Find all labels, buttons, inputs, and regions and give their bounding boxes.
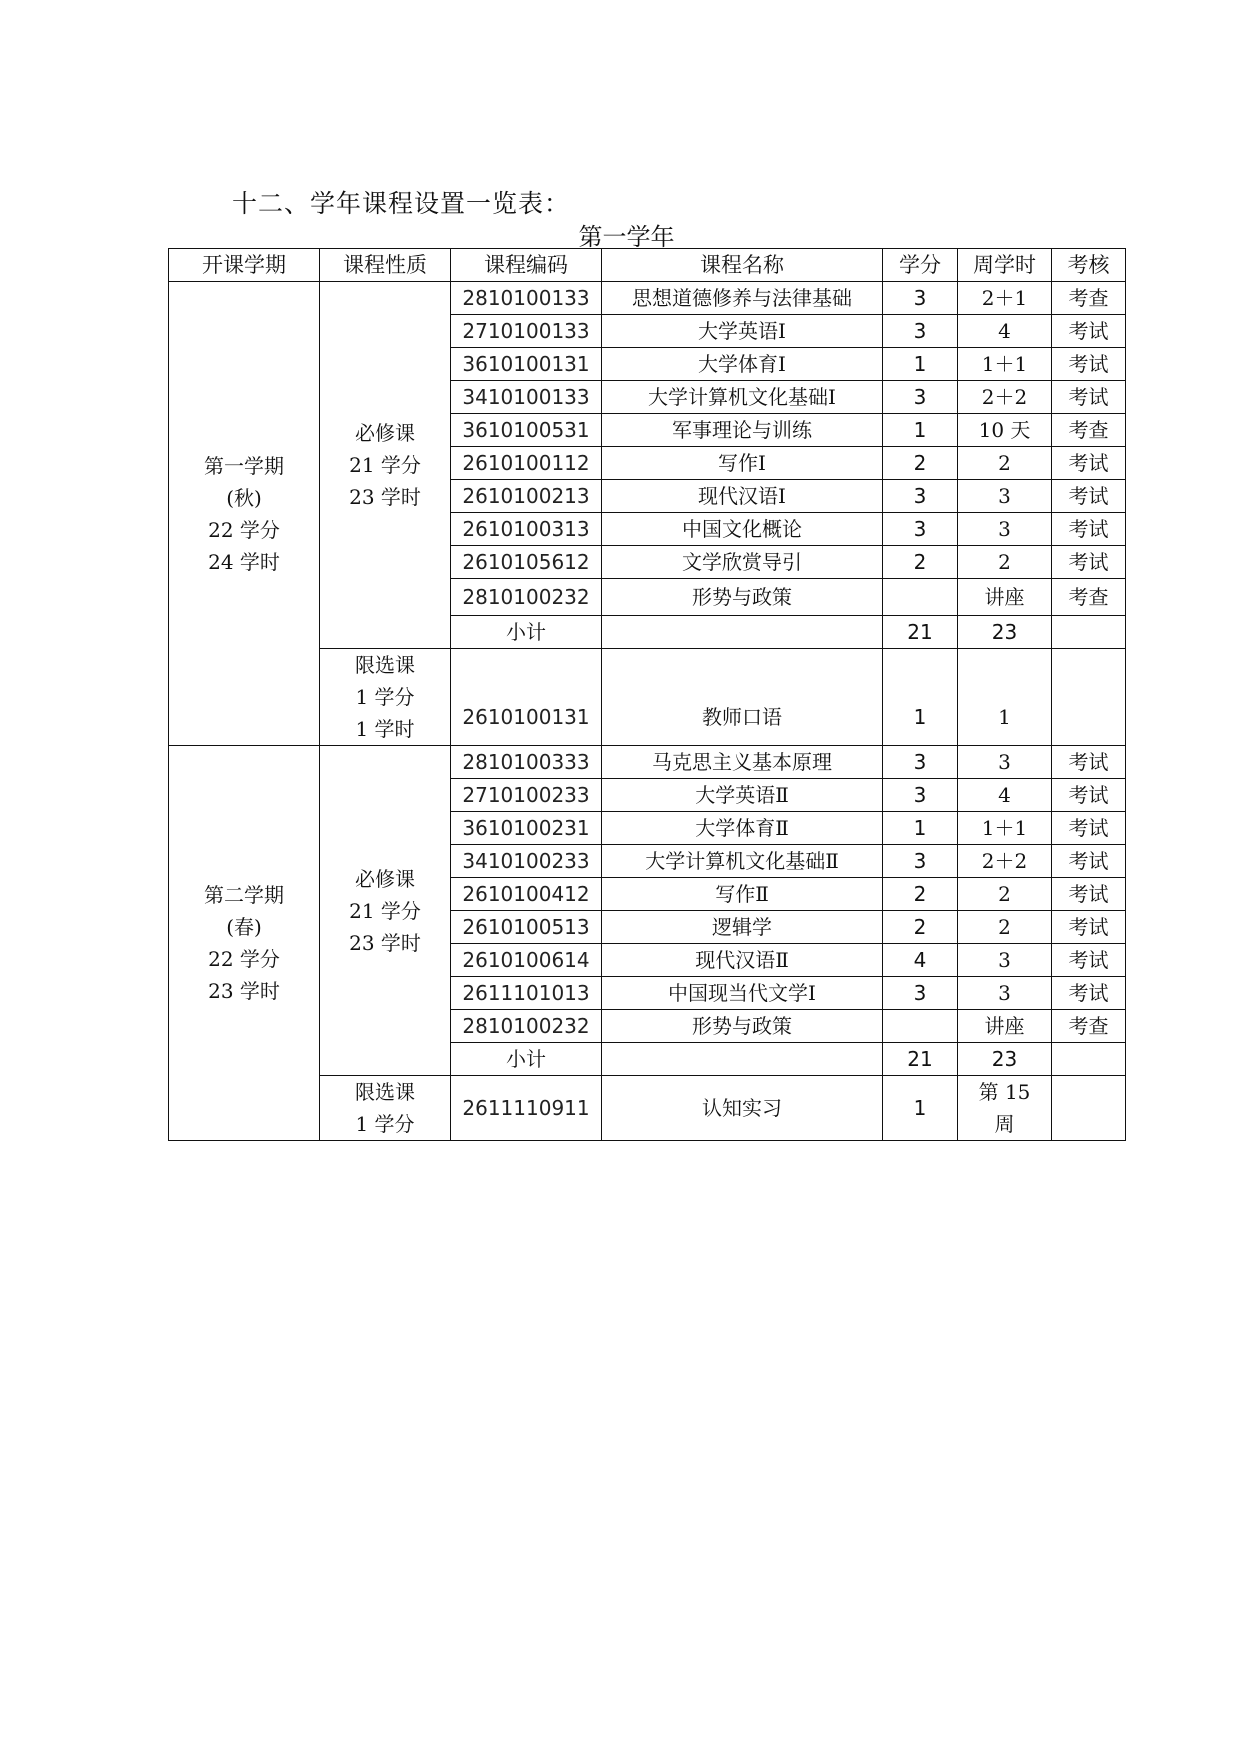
course-credit: 1 [883, 348, 958, 381]
course-hours: 第 15 周 [958, 1076, 1052, 1141]
table-row [169, 746, 1126, 779]
course-assessment: 考试 [1052, 381, 1126, 414]
elective-course-cell [320, 1076, 451, 1141]
course-name: 写作Ⅱ [602, 878, 883, 911]
course-code: 2610100131 [451, 649, 602, 746]
course-assessment: 考查 [1052, 414, 1126, 447]
course-credit: 2 [883, 878, 958, 911]
semester-cell [169, 282, 320, 746]
course-hours: 3 [958, 513, 1052, 546]
label-line: 限选课 [355, 1080, 415, 1104]
course-name: 形势与政策 [602, 579, 883, 616]
course-credit: 3 [883, 845, 958, 878]
label-line: 限选课 [355, 653, 415, 677]
course-credit: 2 [883, 447, 958, 480]
course-credit [883, 1010, 958, 1043]
course-code: 3410100233 [451, 845, 602, 878]
course-hours: 3 [958, 480, 1052, 513]
course-assessment [1052, 649, 1126, 746]
subtotal-credit: 21 [883, 1043, 958, 1076]
label-line: 22 学分 [208, 947, 280, 971]
course-hours: 2＋2 [958, 381, 1052, 414]
course-hours: 2＋2 [958, 845, 1052, 878]
course-table [168, 248, 1126, 1141]
label-line: 必修课 [355, 421, 415, 445]
course-hours: 4 [958, 315, 1052, 348]
header-weekly-hours: 周学时 [958, 249, 1052, 282]
subtotal-hours: 23 [958, 616, 1052, 649]
course-name: 教师口语 [602, 649, 883, 746]
course-hours: 1 [958, 649, 1052, 746]
course-code: 2610100213 [451, 480, 602, 513]
course-credit: 3 [883, 480, 958, 513]
label-line: (秋) [226, 485, 262, 510]
course-hours: 2 [958, 911, 1052, 944]
course-credit: 1 [883, 649, 958, 746]
course-code: 2610100513 [451, 911, 602, 944]
course-code: 3610100131 [451, 348, 602, 381]
course-assessment: 考试 [1052, 812, 1126, 845]
course-assessment: 考试 [1052, 746, 1126, 779]
semester-cell [169, 746, 320, 1141]
subtotal-label: 小计 [451, 616, 602, 649]
course-assessment [1052, 1076, 1126, 1141]
course-hours: 1＋1 [958, 812, 1052, 845]
course-credit: 3 [883, 746, 958, 779]
label-line: 22 学分 [208, 517, 280, 542]
subtotal-assessment [1052, 1043, 1126, 1076]
course-name: 大学计算机文化基础Ⅰ [602, 381, 883, 414]
course-credit: 2 [883, 546, 958, 579]
course-code: 3610100531 [451, 414, 602, 447]
course-hours: 10 天 [958, 414, 1052, 447]
course-hours: 讲座 [958, 579, 1052, 616]
label-line: 第一学期 [204, 453, 284, 478]
label-line: 23 学时 [349, 485, 421, 509]
header-course-type: 课程性质 [320, 249, 451, 282]
course-name: 写作Ⅰ [602, 447, 883, 480]
label-line: 21 学分 [349, 453, 421, 477]
course-hours: 3 [958, 944, 1052, 977]
course-hours: 3 [958, 746, 1052, 779]
course-assessment: 考查 [1052, 1010, 1126, 1043]
course-code: 2810100333 [451, 746, 602, 779]
label-line: 23 学时 [349, 930, 421, 955]
course-hours: 讲座 [958, 1010, 1052, 1043]
course-assessment: 考试 [1052, 546, 1126, 579]
course-name: 思想道德修养与法律基础 [602, 282, 883, 315]
subtotal-credit: 21 [883, 616, 958, 649]
course-code: 2810100133 [451, 282, 602, 315]
course-assessment: 考试 [1052, 977, 1126, 1010]
subtotal-assessment [1052, 616, 1126, 649]
table-body [169, 282, 1126, 1141]
course-code: 2710100133 [451, 315, 602, 348]
course-code: 2610100412 [451, 878, 602, 911]
course-credit: 3 [883, 381, 958, 414]
course-assessment: 考试 [1052, 878, 1126, 911]
label-line: 23 学时 [208, 979, 280, 1003]
label-line: 必修课 [355, 866, 415, 891]
course-assessment: 考试 [1052, 480, 1126, 513]
course-assessment: 考试 [1052, 513, 1126, 546]
subtotal-empty [602, 616, 883, 649]
label-line: 第二学期 [204, 883, 284, 907]
course-hours: 3 [958, 977, 1052, 1010]
course-code: 2611110911 [451, 1076, 602, 1141]
course-assessment: 考试 [1052, 779, 1126, 812]
course-credit: 3 [883, 779, 958, 812]
section-heading: 十二、学年课程设置一览表： [232, 189, 571, 218]
course-assessment: 考试 [1052, 944, 1126, 977]
course-name: 中国文化概论 [602, 513, 883, 546]
course-credit [883, 579, 958, 616]
course-assessment: 考查 [1052, 282, 1126, 315]
course-code: 2610100614 [451, 944, 602, 977]
course-name: 大学英语Ⅰ [602, 315, 883, 348]
required-course-cell [320, 282, 451, 649]
course-code: 2610100313 [451, 513, 602, 546]
course-credit: 3 [883, 977, 958, 1010]
course-assessment: 考试 [1052, 348, 1126, 381]
course-name: 逻辑学 [602, 911, 883, 944]
course-name: 现代汉语Ⅱ [602, 944, 883, 977]
course-hours: 2 [958, 546, 1052, 579]
course-hours: 2＋1 [958, 282, 1052, 315]
course-name: 军事理论与训练 [602, 414, 883, 447]
course-credit: 3 [883, 315, 958, 348]
header-credit: 学分 [883, 249, 958, 282]
course-credit: 3 [883, 282, 958, 315]
course-name: 文学欣赏导引 [602, 546, 883, 579]
course-assessment: 考试 [1052, 911, 1126, 944]
course-code: 3410100133 [451, 381, 602, 414]
course-credit: 2 [883, 911, 958, 944]
course-credit: 3 [883, 513, 958, 546]
subtotal-empty [602, 1043, 883, 1076]
course-code: 2810100232 [451, 1010, 602, 1043]
course-name: 大学体育Ⅱ [602, 812, 883, 845]
course-code: 2610100112 [451, 447, 602, 480]
course-code: 2710100233 [451, 779, 602, 812]
header-row [169, 249, 1126, 282]
course-assessment: 考试 [1052, 845, 1126, 878]
elective-course-cell [320, 649, 451, 746]
header-course-name: 课程名称 [602, 249, 883, 282]
subtotal-hours: 23 [958, 1043, 1052, 1076]
label-line: 1 学分 [355, 1112, 415, 1136]
course-credit: 4 [883, 944, 958, 977]
header-assessment: 考核 [1052, 249, 1126, 282]
course-assessment: 考试 [1052, 315, 1126, 348]
header-semester: 开课学期 [169, 249, 320, 282]
course-hours: 2 [958, 878, 1052, 911]
course-hours: 4 [958, 779, 1052, 812]
course-code: 2810100232 [451, 579, 602, 616]
course-name: 大学英语Ⅱ [602, 779, 883, 812]
table-title: 第一学年 [578, 223, 675, 251]
course-assessment: 考查 [1052, 579, 1126, 616]
course-code: 3610100231 [451, 812, 602, 845]
table-row [169, 282, 1126, 315]
course-code: 2610105612 [451, 546, 602, 579]
subtotal-label: 小计 [451, 1043, 602, 1076]
course-name: 形势与政策 [602, 1010, 883, 1043]
course-hours: 2 [958, 447, 1052, 480]
course-credit: 1 [883, 812, 958, 845]
course-name: 现代汉语Ⅰ [602, 480, 883, 513]
course-hours: 1＋1 [958, 348, 1052, 381]
required-course-cell [320, 746, 451, 1076]
course-assessment: 考试 [1052, 447, 1126, 480]
course-code: 2611101013 [451, 977, 602, 1010]
course-name: 大学计算机文化基础Ⅱ [602, 845, 883, 878]
label-line: 1 学时 [355, 717, 415, 741]
course-name: 中国现当代文学Ⅰ [602, 977, 883, 1010]
label-line: 24 学时 [208, 549, 280, 574]
label-line: 1 学分 [355, 685, 415, 709]
label-line: 21 学分 [349, 898, 421, 923]
course-credit: 1 [883, 1076, 958, 1141]
header-course-code: 课程编码 [451, 249, 602, 282]
course-name: 大学体育Ⅰ [602, 348, 883, 381]
course-credit: 1 [883, 414, 958, 447]
course-name: 马克思主义基本原理 [602, 746, 883, 779]
course-name: 认知实习 [602, 1076, 883, 1141]
label-line: (春) [226, 915, 262, 939]
